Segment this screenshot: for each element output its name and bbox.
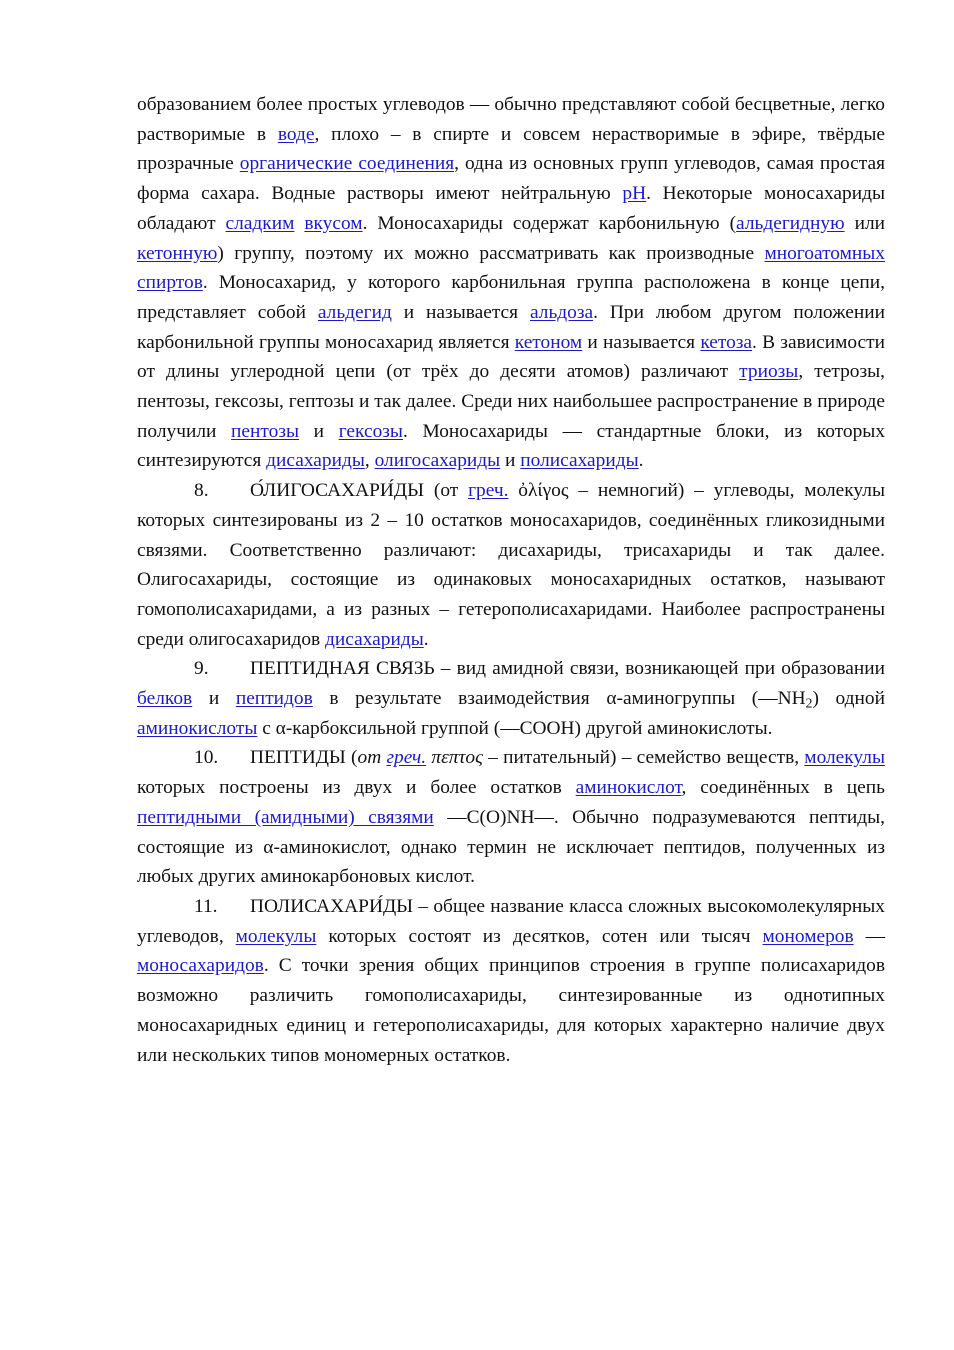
text-run: которых построены из двух и более остатков (137, 777, 576, 799)
text-run: образованием более простых углеводов — обычно представляют собой бесцветные, легко растворимые в (137, 94, 885, 145)
hyperlink[interactable]: многоатомных спиртов (137, 242, 885, 294)
text-run: ПОЛИСАХАРИ́ДЫ – общее название класса сложных высокомолекулярных углеводов, (137, 895, 885, 947)
hyperlink[interactable]: кетонную (137, 242, 218, 264)
hyperlink[interactable]: пептидов (235, 688, 313, 710)
continuation-paragraph (137, 90, 885, 476)
hyperlink[interactable]: молекулы (235, 925, 317, 947)
hyperlink[interactable]: гексозы (338, 420, 403, 442)
text-run: —C(O)NH—. Обычно подразумеваются пептиды, состоящие из α-аминокислот, однако термин не исключает пептидов, полученных из любых других аминокарбоновых кислот. (137, 806, 885, 888)
text-run: — (853, 925, 885, 947)
paragraph-number: 8. (194, 480, 209, 502)
numbered-paragraph (137, 743, 885, 892)
hyperlink[interactable]: альдегид (317, 301, 392, 323)
hyperlink[interactable]: воде (277, 123, 315, 145)
hyperlink[interactable]: аминокислоты (137, 717, 258, 739)
hyperlink[interactable]: кетоном (514, 331, 583, 353)
text-run: и (192, 688, 236, 710)
hyperlink[interactable]: альдегидную (736, 212, 845, 234)
hyperlink[interactable]: белков (137, 688, 193, 710)
text-run: ) группу, поэтому их можно рассматривать как производные (217, 242, 765, 264)
subscript: 2 (805, 695, 813, 711)
text-run: которых состоят из десятков, сотен или тысяч (316, 925, 763, 947)
text-run: ПЕПТИДЫ ( (250, 747, 358, 769)
text-run: и (299, 420, 339, 442)
hyperlink[interactable]: органические соединения (239, 153, 455, 175)
hyperlink[interactable]: греч. (468, 480, 509, 502)
text-run: в результате взаимодействия α-аминогруппы (—NH (312, 688, 806, 710)
text-run: , плохо – в спирте и совсем нерастворимые в эфире, твёрдые прозрачные (137, 123, 886, 175)
text-run: с α-карбоксильной группой (—COOH) другой аминокислоты. (257, 717, 773, 739)
numbered-paragraph (137, 892, 885, 1070)
text-run: – питательный) – семейство веществ, (482, 747, 805, 769)
paragraph-number: 9. (194, 658, 209, 680)
text-run: , тетрозы, пентозы, гексозы, гептозы и так далее. Среди них наибольшее распространение в природе получили (137, 361, 885, 442)
hyperlink[interactable]: альдоза (530, 301, 594, 323)
hyperlink[interactable]: аминокислот (575, 777, 682, 799)
hyperlink[interactable]: сладким (225, 212, 295, 234)
paragraph-number: 10. (194, 747, 219, 769)
hyperlink[interactable]: дисахариды (325, 628, 424, 650)
hyperlink[interactable]: вкусом (304, 212, 363, 234)
hyperlink[interactable]: кетоза (700, 331, 753, 353)
text-run: . При любом другом положении карбонильной группы моносахарид является (137, 301, 885, 353)
text-run: . Некоторые моносахариды обладают (137, 183, 885, 234)
hyperlink[interactable]: молекулы (804, 747, 885, 769)
text-run: . Моносахарид, у которого карбонильная группа расположена в конце цепи, представляет собой (137, 272, 885, 323)
text-run: . Моносахариды содержат карбонильную ( (362, 212, 737, 234)
text-run: , соединённых в цепь (681, 777, 885, 799)
paragraph-number: 11. (194, 895, 218, 917)
hyperlink[interactable]: дисахариды (266, 450, 365, 472)
hyperlink[interactable]: пептидными (амидными) связями (137, 806, 434, 828)
hyperlink[interactable]: пентозы (231, 420, 300, 442)
document-page (137, 90, 885, 1070)
hyperlink[interactable]: полисахариды (520, 450, 639, 472)
hyperlink[interactable]: олигосахариды (374, 450, 501, 472)
text-run: . (423, 628, 429, 650)
text-run: . (638, 450, 644, 472)
hyperlink[interactable]: pH (622, 183, 647, 205)
hyperlink[interactable]: моносахаридов (137, 955, 264, 977)
text-run: и называется (391, 301, 530, 323)
text-run: от (357, 747, 382, 769)
numbered-paragraph (137, 654, 885, 743)
text-run: . С точки зрения общих принципов строения в группе полисахаридов возможно различить гомополисахариды, синтезированные из однотипных моносахаридных единиц и гетерополисахариды, для которых характерно наличие двух или нескольких типов мономерных остатков. (137, 955, 885, 1066)
text-run: ὀλίγος – немногий) – углеводы, молекулы которых синтезированы из 2 – 10 остатков моносахаридов, соединённых гликозидными связями. Соответственно различают: дисахариды, трисахариды и так далее. Олигосахариды, состоящие из одинаковых моносахаридных остатков, называют гомополисахаридами, а из разных – гетерополисахаридами. Наиболее распространены среди олигосахаридов (137, 480, 885, 650)
hyperlink[interactable]: греч. (386, 747, 427, 769)
text-run: πεπτος (431, 747, 483, 769)
text-run: , (364, 450, 375, 472)
numbered-paragraph (137, 476, 885, 654)
text-run: ПЕПТИДНАЯ СВЯЗЬ – вид амидной связи, возникающей при образовании (250, 658, 885, 680)
text-run: , одна из основных групп углеводов, самая простая форма сахара. Водные растворы имеют нейтральную (137, 153, 885, 205)
text-run: или (844, 212, 886, 234)
text-run: . В зависимости от длины углеродной цепи (от трёх до десяти атомов) различают (137, 331, 885, 383)
text-run: . Моносахариды — стандартные блоки, из которых синтезируются (137, 420, 886, 472)
text-run: О́ЛИГОСАХАРИ́ДЫ (от (250, 480, 469, 502)
hyperlink[interactable]: мономеров (762, 925, 854, 947)
text-run: ) одной (812, 688, 885, 710)
hyperlink[interactable]: триозы (739, 361, 799, 383)
text-run: и (500, 450, 521, 472)
text-run (294, 213, 304, 234)
text-run: и называется (582, 331, 701, 353)
